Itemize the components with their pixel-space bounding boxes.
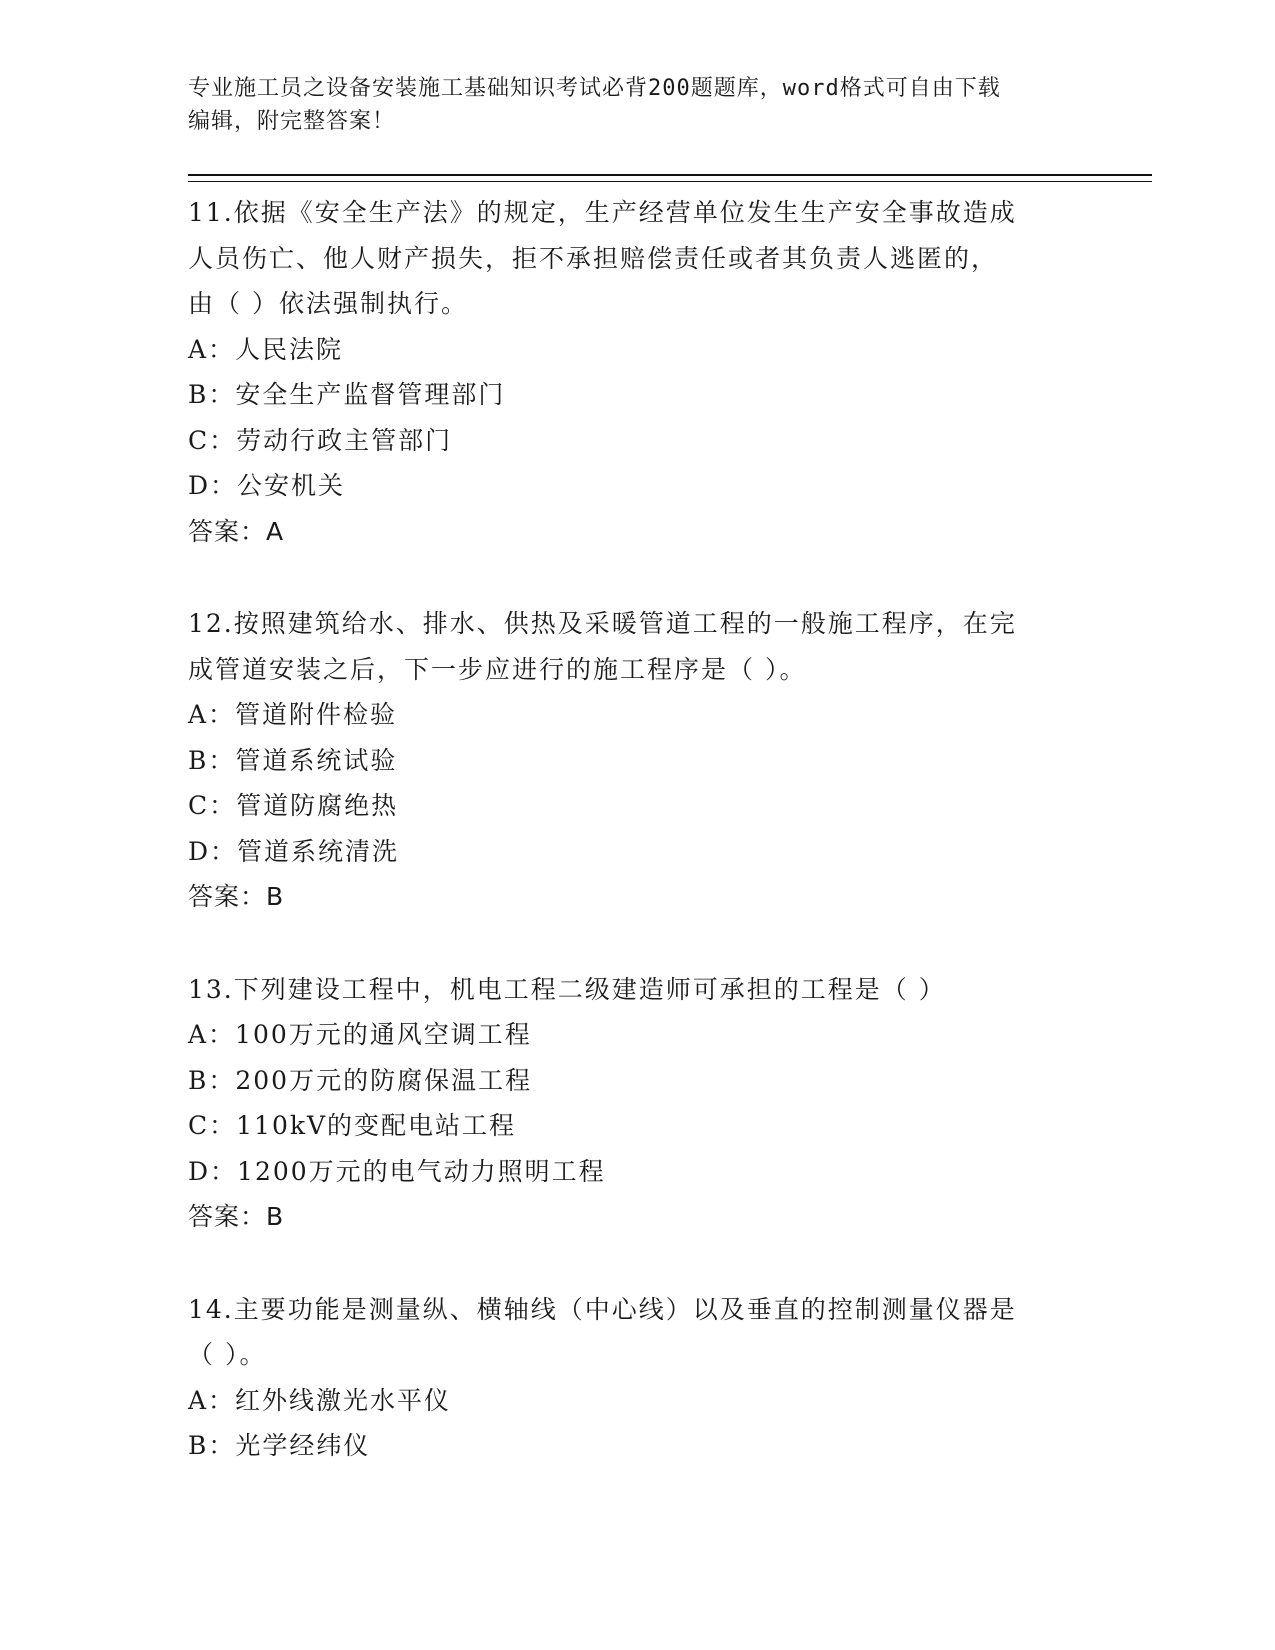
answer-label: 答案：A (188, 516, 285, 546)
document-header (188, 72, 1088, 138)
option-c: C：劳动行政主管部门 (188, 425, 453, 455)
option-d: D：1200万元的电气动力照明工程 (188, 1156, 606, 1186)
option-b: B：管道系统试验 (188, 745, 398, 775)
header-line-1: 专业施工员之设备安装施工基础知识考试必背200题题库，word格式可自由下载 (188, 76, 1001, 101)
option-d: D：管道系统清洗 (188, 836, 400, 866)
question-spacer (188, 1240, 1088, 1287)
option-a: A：人民法院 (188, 334, 344, 364)
option-a: A：红外线激光水平仪 (188, 1385, 452, 1415)
question-11 (188, 190, 1088, 554)
option-c: C：110kV的变配电站工程 (188, 1111, 517, 1140)
option-b: B：安全生产监督管理部门 (188, 380, 506, 409)
question-stem-line: 14.主要功能是测量纵、横轴线（中心线）以及垂直的控制测量仪器是 (188, 1294, 1017, 1324)
header-line-2: 编辑，附完整答案！ (188, 109, 396, 134)
option-c: C：管道防腐绝热 (188, 791, 399, 820)
answer-label: 答案：B (188, 1202, 285, 1231)
question-stem-line: 人员伤亡、他人财产损失，拒不承担赔偿责任或者其负责人逃匿的， (188, 243, 999, 273)
question-14 (188, 1287, 1088, 1469)
header-rule-thin (188, 181, 1152, 182)
question-stem-line: 由（ ）依法强制执行。 (188, 289, 468, 318)
option-a: A：100万元的通风空调工程 (188, 1020, 532, 1049)
question-stem-line: 11.依据《安全生产法》的规定，生产经营单位发生生产安全事故造成 (188, 198, 1017, 227)
question-stem-line: 成管道安装之后，下一步应进行的施工程序是（ ）。 (188, 654, 807, 684)
option-b: B：光学经纬仪 (188, 1431, 371, 1460)
header-rule-thick (188, 174, 1152, 176)
question-list (188, 190, 1088, 1469)
question-stem-line: 13.下列建设工程中，机电工程二级建造师可承担的工程是（ ） (188, 974, 946, 1004)
question-spacer (188, 920, 1088, 967)
answer-label: 答案：B (188, 882, 285, 911)
question-12 (188, 601, 1088, 920)
question-stem-line: 12.按照建筑给水、排水、供热及采暖管道工程的一般施工程序，在完 (188, 609, 1017, 638)
option-a: A：管道附件检验 (188, 700, 398, 729)
option-d: D：公安机关 (188, 471, 346, 500)
question-stem-line: （ ）。 (188, 1340, 267, 1369)
question-spacer (188, 554, 1088, 601)
question-13 (188, 967, 1088, 1240)
option-b: B：200万元的防腐保温工程 (188, 1065, 533, 1095)
